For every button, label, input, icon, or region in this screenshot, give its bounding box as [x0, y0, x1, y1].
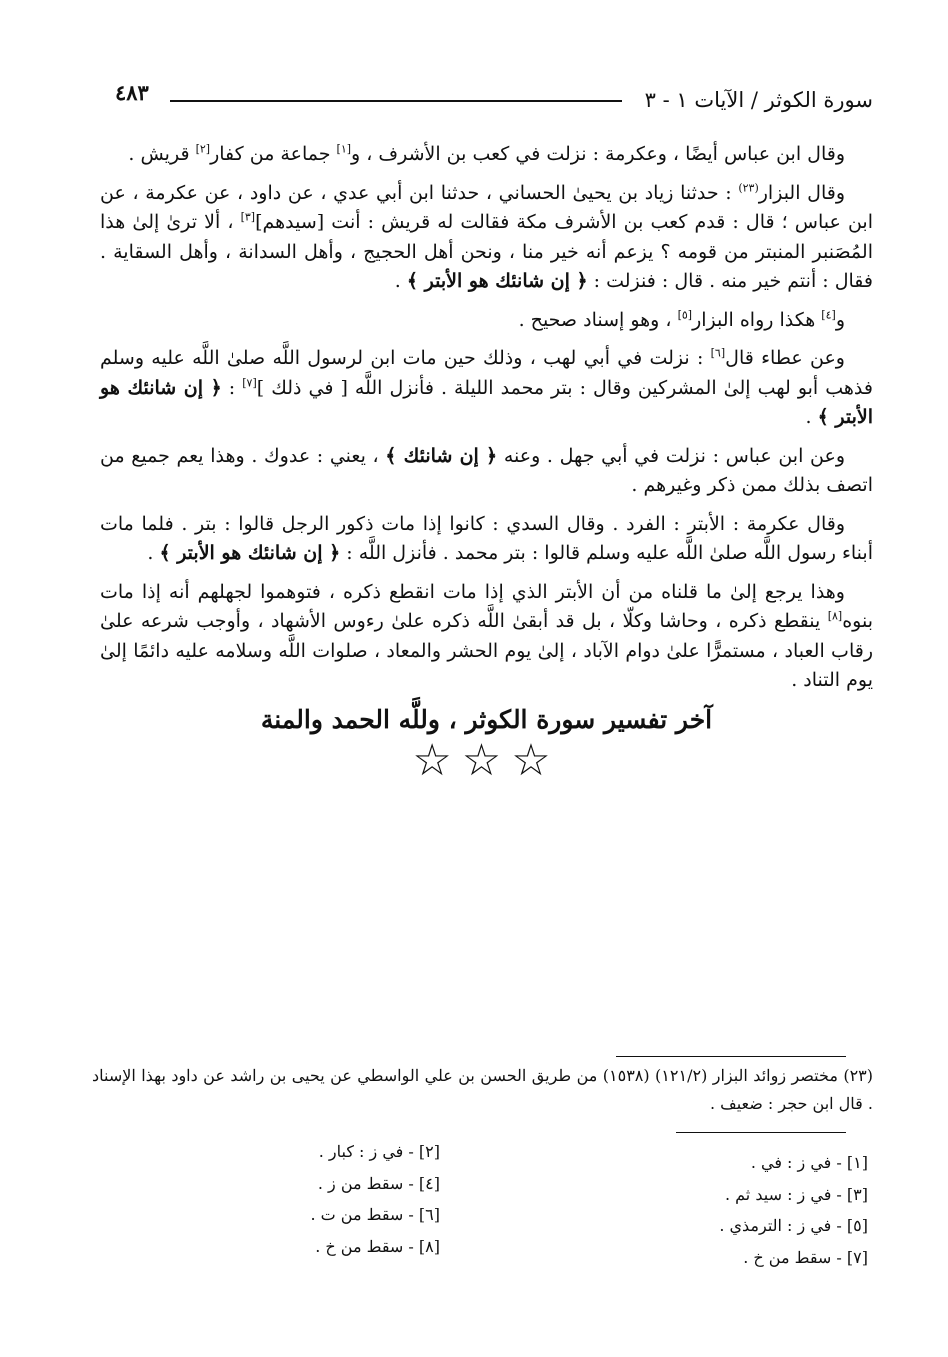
quran-quote: ﴿ إن شانئك هو الأبتر ﴾ [159, 542, 341, 564]
star-ornament-icon: ☆☆☆ [412, 735, 561, 786]
paragraph-text: . [805, 406, 818, 428]
paragraph [100, 578, 873, 696]
footnote-8: [٨] - سقط من خ . [315, 1236, 440, 1256]
paragraph [100, 510, 873, 569]
page-header [100, 80, 873, 128]
paragraph-text: ، ألا ترىٰ إلىٰ هذا المُصَنبر المنبتر من قومه ؟ يزعم أنه خير منا ، ونحن أهل الحجيج ، وأهل السدانة ، وأهل السقاية . فقال : أنتم خير منه . قال : فنزلت : [100, 211, 873, 292]
quran-quote: ﴿ إن شانئك هو الأبتر ﴾ [406, 270, 588, 292]
running-title: سورة الكوثر / الآيات ١ - ٣ [644, 88, 873, 112]
footnote-marker: [٥] [677, 308, 693, 322]
paragraph-text: وقال عكرمة : الأبتر : الفرد . وقال السدي : كانوا إذا مات ذكور الرجل قالوا : بتر . فلما مات أبناء رسول اللَّه صلىٰ اللَّه عليه وسلم قالوا : بتر محمد . فأنزل اللَّه : [100, 512, 873, 564]
paragraph-text: : [221, 376, 243, 399]
paragraph-text: ينقطع ذكره ، وحاشا وكلّا ، بل قد أبقىٰ اللَّه ذكره علىٰ رءوس الأشهاد ، وأوجب شرعه علىٰ رقاب العباد ، مستمرًّا علىٰ دوام الآباد ، إلىٰ يوم الحشر والمعاد ، صلوات اللَّه وسلامه عليه دائمًا إلىٰ يوم التناد . [100, 610, 873, 691]
paragraph [100, 140, 873, 170]
paragraph-text: وقال ابن عباس أيضًا ، وعكرمة : نزلت في كعب بن الأشرف ، و [351, 143, 845, 165]
paragraph [100, 344, 873, 433]
footnote-3: [٣] - في ز : سيد ثم . [724, 1184, 868, 1204]
footnote-1: [١] - في ز : في . [750, 1153, 868, 1172]
header-rule [170, 100, 622, 102]
footnote-rule [616, 1056, 846, 1057]
paragraph-text: وهذا يرجع إلىٰ ما قلناه من أن الأبتر الذي إذا مات انقطع ذكره ، فتوهموا لجهلهم أنه إذا مات بنوه [100, 580, 873, 632]
paragraph [100, 306, 873, 336]
footnote-marker: [٤] [821, 308, 836, 322]
footnote-marker: [١] [336, 142, 352, 156]
footnote-5: [٥] - في ز : الترمذي . [719, 1216, 868, 1235]
paragraph-text: . [394, 270, 407, 292]
paragraph-text: وعن ابن عباس : نزلت في أبي جهل . وعنه [497, 444, 845, 467]
footnote-marker: [٢] [195, 142, 211, 156]
footnote-marker: (٢٣) [738, 181, 759, 195]
footnote-marker: [٧] [242, 376, 257, 390]
paragraph-text: ، يعني : عدوك . وهذا يعم جميع من اتصف بذلك ممن ذكر وغيرهم . [100, 444, 873, 496]
paragraph [100, 179, 873, 297]
footnote-4: [٤] - سقط من ز . [317, 1173, 440, 1193]
quran-quote: ﴿ إن شانئك هو الأبتر ﴾ [100, 376, 873, 428]
paragraph-list [100, 140, 873, 696]
footnote-marker: [٣] [240, 210, 256, 224]
footnote-2: [٢] - في ز : كبار . [318, 1142, 440, 1161]
paragraph-text: ، وهو إسناد صحيح . [518, 308, 678, 331]
page-number: ٤٨٣ [115, 80, 149, 105]
footnote-rule-short [676, 1132, 846, 1133]
footnote-marker: [٨] [827, 609, 843, 623]
footnote-7: [٧] - سقط من خ . [743, 1247, 868, 1267]
paragraph-text: هكذا رواه البزار [692, 308, 822, 331]
paragraph-text: جماعة من كفار [210, 143, 337, 165]
paragraph-text: و [835, 308, 845, 331]
footnote-marker: [٦] [710, 346, 726, 360]
main-text [100, 140, 873, 786]
footnotes-right-column [628, 1147, 868, 1273]
quran-quote: ﴿ إن شانئك ﴾ [385, 444, 498, 467]
paragraph-text: وقال البزار [758, 181, 845, 204]
paragraph-text: وعن عطاء قال [725, 347, 845, 369]
footnote-23: (٢٣) مختصر زوائد البزار (١٢١/٢) (١٥٣٨) من طريق الحسن بن علي الواسطي عن يحيى بن راشد عن داود بهذا الإسناد . قال ابن حجر : ضعيف . [92, 1066, 874, 1113]
closing-line: آخر تفسير سورة الكوثر ، وللَّه الحمد والمنة [260, 704, 713, 734]
footnote-6: [٦] - سقط من ت . [310, 1205, 440, 1224]
paragraph-text: قريش . [128, 143, 196, 165]
paragraph-text: : حدثنا زياد بن يحيىٰ الحساني ، حدثنا ابن أبي عدي ، عن داود ، عن عكرمة ، عن ابن عباس ؛ قال : قدم كعب بن الأشرف مكة فقالت له قريش : أنت [سيدهم] [100, 181, 873, 233]
paragraph-text: : نزلت في أبي لهب ، وذلك حين مات ابن لرسول اللَّه صلىٰ اللَّه عليه وسلم فذهب أبو لهب إلىٰ المشركين وقال : بتر محمد الليلة . فأنزل اللَّه [ في ذلك ] [100, 347, 873, 399]
paragraph-text: . [147, 542, 160, 564]
paragraph [100, 442, 873, 501]
footnotes-left-column [270, 1136, 440, 1262]
